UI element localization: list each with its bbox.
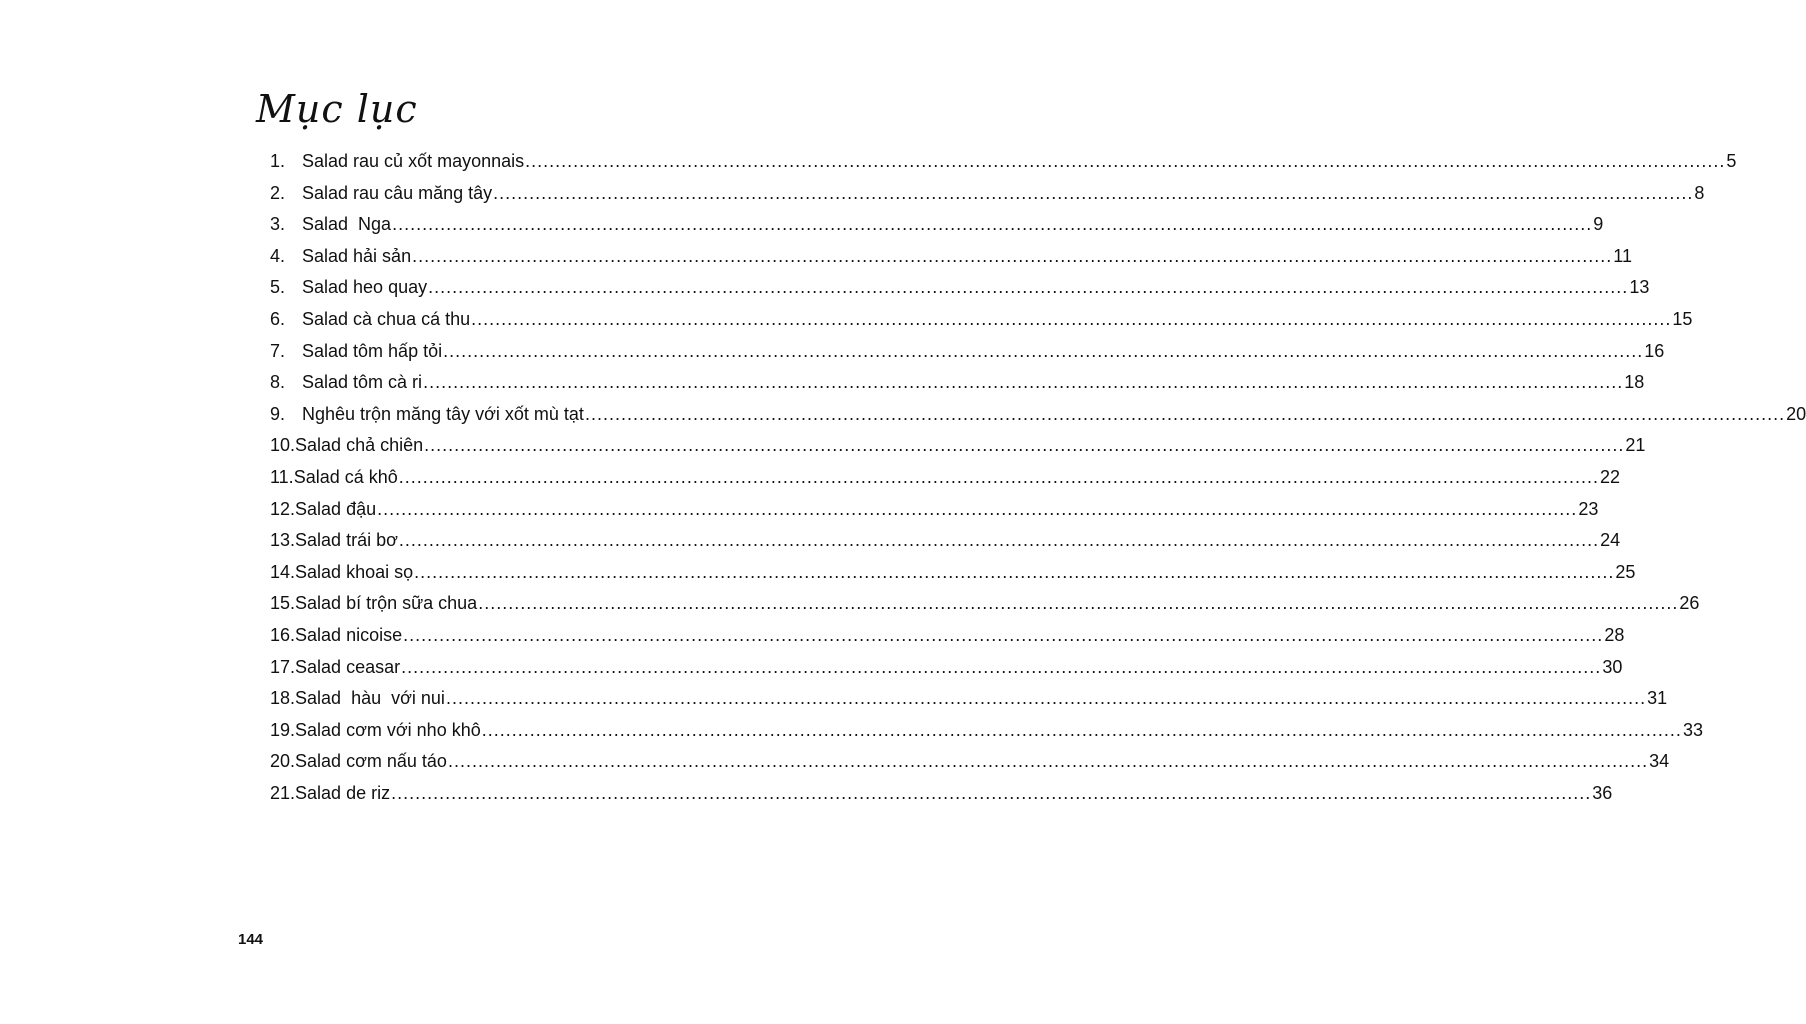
toc-entry-number: 7. <box>270 340 286 361</box>
toc-entry-title: Salad cá khô <box>293 466 398 487</box>
toc-entry-page: 8 <box>1694 182 1705 203</box>
toc-dot-leader: ........................................................................................................................................................................................................ <box>412 245 1613 266</box>
toc-entry-title: Salad nicoise <box>295 624 403 645</box>
toc-entry-page: 25 <box>1615 561 1636 582</box>
toc-entry-number: 18. <box>270 688 296 709</box>
toc-entry-page: 20 <box>1786 403 1806 424</box>
page-number: 144 <box>238 931 264 948</box>
toc-entry-number: 19. <box>270 719 296 740</box>
toc-entry <box>270 336 1665 368</box>
table-of-contents <box>270 146 1806 809</box>
toc-dot-leader: ........................................................................................................................................................................................................ <box>423 372 1624 393</box>
toc-dot-leader: ........................................................................................................................................................................................................ <box>392 214 1593 235</box>
toc-entry-page: 34 <box>1649 751 1670 772</box>
toc-dot-leader: ........................................................................................................................................................................................................ <box>447 751 1649 772</box>
toc-entry-title: Salad hải sản <box>302 245 412 266</box>
toc-dot-leader: ........................................................................................................................................................................................................ <box>377 498 1578 519</box>
toc-dot-leader: ........................................................................................................................................................................................................ <box>398 530 1600 551</box>
toc-entry-page: 15 <box>1672 308 1693 329</box>
toc-entry-number: 4. <box>270 245 286 266</box>
toc-entry-page: 26 <box>1679 593 1700 614</box>
toc-dot-leader: ........................................................................................................................................................................................................ <box>493 182 1694 203</box>
toc-entry-page: 28 <box>1604 624 1625 645</box>
toc-entry <box>270 146 1737 178</box>
toc-entry-title: Salad de riz <box>295 782 391 803</box>
toc-entry-title: Salad trái bơ <box>295 530 398 551</box>
toc-dot-leader: ........................................................................................................................................................................................................ <box>403 624 1604 645</box>
toc-entry-number: 21. <box>270 782 296 803</box>
toc-dot-leader: ........................................................................................................................................................................................................ <box>481 719 1682 740</box>
toc-entry-page: 9 <box>1593 214 1604 235</box>
toc-dot-leader: ........................................................................................................................................................................................................ <box>478 593 1679 614</box>
toc-entry-title: Salad rau câu măng tây <box>302 182 493 203</box>
toc-entry <box>270 683 1668 715</box>
toc-entry-title: Salad khoai sọ <box>295 561 414 582</box>
toc-dot-leader: ........................................................................................................................................................................................................ <box>443 340 1644 361</box>
toc-entry-page: 23 <box>1578 498 1599 519</box>
toc-entry-title: Salad ceasar <box>295 656 401 677</box>
toc-entry-title: Salad Nga <box>302 214 392 235</box>
toc-entry-number: 14. <box>270 561 296 582</box>
toc-entry-title: Salad rau củ xốt mayonnais <box>302 151 525 171</box>
toc-entry-page: 11 <box>1613 245 1632 266</box>
toc-entry-number: 15. <box>270 593 296 614</box>
toc-entry-title: Salad tôm cà ri <box>302 372 423 393</box>
toc-dot-leader: ........................................................................................................................................................................................................ <box>428 277 1629 298</box>
toc-entry <box>270 557 1636 589</box>
toc-entry-number: 10. <box>270 435 296 456</box>
toc-entry-number: 20. <box>270 751 296 772</box>
toc-entry <box>270 652 1623 684</box>
toc-entry-page: 21 <box>1625 435 1646 456</box>
toc-entry <box>270 462 1620 494</box>
toc-dot-leader: ........................................................................................................................................................................................................ <box>424 435 1625 456</box>
toc-entry-page: 16 <box>1644 340 1665 361</box>
toc-entry-title: Salad hàu với nui <box>295 688 445 709</box>
toc-entry-number: 3. <box>270 214 286 235</box>
toc-entry-number: 17. <box>270 656 296 677</box>
toc-entry-page: 31 <box>1647 688 1668 709</box>
toc-entry <box>270 367 1645 399</box>
toc-dot-leader: ........................................................................................................................................................................................................ <box>584 403 1786 424</box>
toc-entry-number: 11. <box>270 466 294 487</box>
toc-entry-page: 30 <box>1602 656 1623 677</box>
toc-entry-page: 18 <box>1624 372 1645 393</box>
toc-entry-number: 9. <box>270 403 286 424</box>
toc-entry-page: 36 <box>1592 782 1613 803</box>
toc-entry-number: 8. <box>270 372 286 393</box>
toc-entry-page: 24 <box>1600 530 1621 551</box>
toc-dot-leader: ........................................................................................................................................................................................................ <box>525 151 1726 171</box>
page-title: Mục lục <box>256 87 418 131</box>
toc-entry-number: 16. <box>270 624 296 645</box>
toc-entry <box>270 399 1806 431</box>
toc-entry <box>270 272 1650 304</box>
toc-entry-title: Salad cà chua cá thu <box>302 308 471 329</box>
toc-dot-leader: ........................................................................................................................................................................................................ <box>471 308 1672 329</box>
toc-dot-leader: ........................................................................................................................................................................................................ <box>401 656 1602 677</box>
toc-entry-title: Salad tôm hấp tỏi <box>302 340 443 361</box>
toc-entry-page: 13 <box>1629 277 1650 298</box>
toc-entry <box>270 430 1646 462</box>
toc-entry-title: Salad cơm nấu táo <box>295 751 447 772</box>
toc-entry-title: Salad heo quay <box>302 277 428 298</box>
toc-entry <box>270 746 1670 778</box>
toc-entry <box>270 588 1700 620</box>
toc-entry <box>270 304 1693 336</box>
toc-entry-number: 2. <box>270 182 286 203</box>
toc-entry-title: Salad bí trộn sữa chua <box>295 593 478 614</box>
toc-entry-title: Salad chả chiên <box>295 435 424 456</box>
toc-entry <box>270 178 1705 210</box>
toc-entry <box>270 494 1599 526</box>
toc-dot-leader: ........................................................................................................................................................................................................ <box>398 466 1599 487</box>
toc-entry-page: 5 <box>1726 151 1737 171</box>
toc-entry-number: 6. <box>270 308 286 329</box>
toc-entry-page: 33 <box>1682 719 1703 740</box>
toc-entry <box>270 525 1621 557</box>
toc-entry-number: 13. <box>270 530 296 551</box>
toc-entry <box>270 241 1632 273</box>
toc-entry <box>270 620 1625 652</box>
toc-dot-leader: ........................................................................................................................................................................................................ <box>445 688 1647 709</box>
toc-entry <box>270 209 1604 241</box>
toc-entry <box>270 778 1613 810</box>
toc-dot-leader: ........................................................................................................................................................................................................ <box>391 782 1592 803</box>
toc-entry-title: Salad cơm với nho khô <box>295 719 481 740</box>
toc-entry-number: 12. <box>270 498 296 519</box>
toc-dot-leader: ........................................................................................................................................................................................................ <box>414 561 1615 582</box>
toc-entry-title: Nghêu trộn măng tây với xốt mù tạt <box>302 403 584 424</box>
toc-entry <box>270 715 1703 747</box>
toc-entry-title: Salad đậu <box>295 498 377 519</box>
toc-entry-number: 1. <box>270 151 286 171</box>
toc-entry-page: 22 <box>1599 466 1620 487</box>
toc-entry-number: 5. <box>270 277 286 298</box>
